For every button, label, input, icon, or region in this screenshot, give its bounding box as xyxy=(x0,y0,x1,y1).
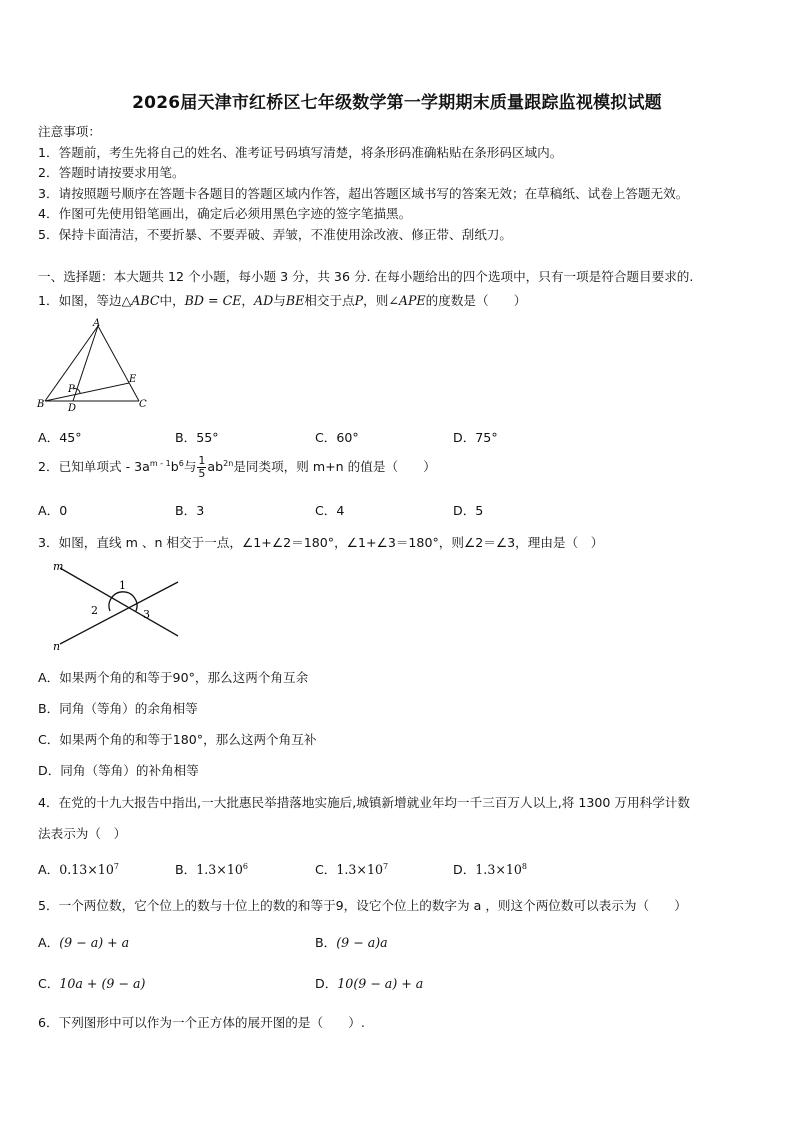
figure-label: 2 xyxy=(91,604,98,617)
option-b: B．同角（等角）的余角相等 xyxy=(38,701,198,716)
section-heading: 一、选择题：本大题共 12 个小题，每小题 3 分，共 36 分. 在每小题给出的四个选项中，只有一项是符合题目要求的. xyxy=(38,269,694,284)
figure-label: m xyxy=(53,560,64,573)
option-b: B．55° xyxy=(175,430,219,445)
question-1: 1．如图，等边△ABC中，BD = CE，AD与BE相交于点P，则∠APE的度数是（ ） xyxy=(38,293,527,308)
question-4-line-1: 4．在党的十九大报告中指出,一大批惠民举措落地实施后,城镇新增就业年均一千三百万人以上,将 1300 万用科学计数 xyxy=(38,795,690,810)
notice-item: 5．保持卡面清洁，不要折暴、不要弄破、弄皱，不准使用涂改液、修正带、刮纸刀。 xyxy=(38,227,512,242)
option-c: C．10a + (9 − a) xyxy=(38,976,146,991)
intersecting-lines-figure xyxy=(50,556,190,656)
option-b: B．(9 − a)a xyxy=(315,935,388,950)
figure-label: P xyxy=(68,384,75,395)
option-c: C．60° xyxy=(315,430,359,445)
figure-label: 3 xyxy=(143,608,150,621)
option-d: D．$1.3\times 10^8$ xyxy=(453,861,527,877)
option-a: A．$0.13\times 10^7$ xyxy=(38,861,119,877)
option-d: D．同角（等角）的补角相等 xyxy=(38,763,199,778)
figure-label: n xyxy=(53,640,61,653)
option-d: D．10(9 − a) + a xyxy=(315,976,424,991)
option-c: C．$1.3\times 10^7$ xyxy=(315,861,389,877)
question-5: 5．一个两位数，它个位上的数与十位上的数的和等于9，设它个位上的数字为 a ，则这个两位数可以表示为（ ） xyxy=(38,898,687,913)
figure-label: A xyxy=(93,318,101,329)
question-3: 3．如图，直线 m 、n 相交于一点，∠1+∠2＝180°，∠1+∠3＝180°，则∠2＝∠3，理由是（ ） xyxy=(38,535,604,550)
notice-heading: 注意事项： xyxy=(38,124,101,139)
option-a: A．0 xyxy=(38,503,68,518)
notice-item: 1．答题前，考生先将自己的姓名、准考证号码填写清楚，将条形码准确粘贴在条形码区域内。 xyxy=(38,145,563,160)
page-title: 2026届天津市红桥区七年级数学第一学期期末质量跟踪监视模拟试题 xyxy=(132,93,662,113)
option-a: A．如果两个角的和等于90°，那么这两个角互余 xyxy=(38,670,309,685)
option-b: B．$1.3\times 10^6$ xyxy=(175,861,248,877)
option-a: A．(9 − a) + a xyxy=(38,935,130,950)
option-c: C．如果两个角的和等于180°，那么这两个角互补 xyxy=(38,732,317,747)
notice-item: 2．答题时请按要求用笔。 xyxy=(38,165,185,180)
triangle-figure xyxy=(36,316,156,414)
figure-label: B xyxy=(37,399,45,410)
option-c: C．4 xyxy=(315,503,345,518)
question-2: 2．已知单项式 - $3a^{m - 1}b^6$与 $\frac{1}{5}$ $ab^{2n}$是同类项，则 m+n 的值是（ ） xyxy=(38,454,436,480)
option-d: D．75° xyxy=(453,430,498,445)
figure-label: E xyxy=(129,374,137,385)
fraction: $\frac{1}{5}$ xyxy=(198,454,206,480)
figure-label: D xyxy=(68,403,77,414)
figure-label: 1 xyxy=(119,579,126,592)
figure-label: C xyxy=(139,399,147,410)
option-b: B．3 xyxy=(175,503,205,518)
notice-item: 3．请按照题号顺序在答题卡各题目的答题区域内作答，超出答题区域书写的答案无效；在草稿纸、试卷上答题无效。 xyxy=(38,186,689,201)
notice-item: 4．作图可先使用铅笔画出，确定后必须用黑色字迹的签字笔描黑。 xyxy=(38,206,412,221)
question-4-line-2: 法表示为（ ） xyxy=(38,826,127,841)
option-a: A．45° xyxy=(38,430,82,445)
option-d: D．5 xyxy=(453,503,484,518)
question-6: 6．下列图形中可以作为一个正方体的展开图的是（ ）. xyxy=(38,1015,365,1030)
